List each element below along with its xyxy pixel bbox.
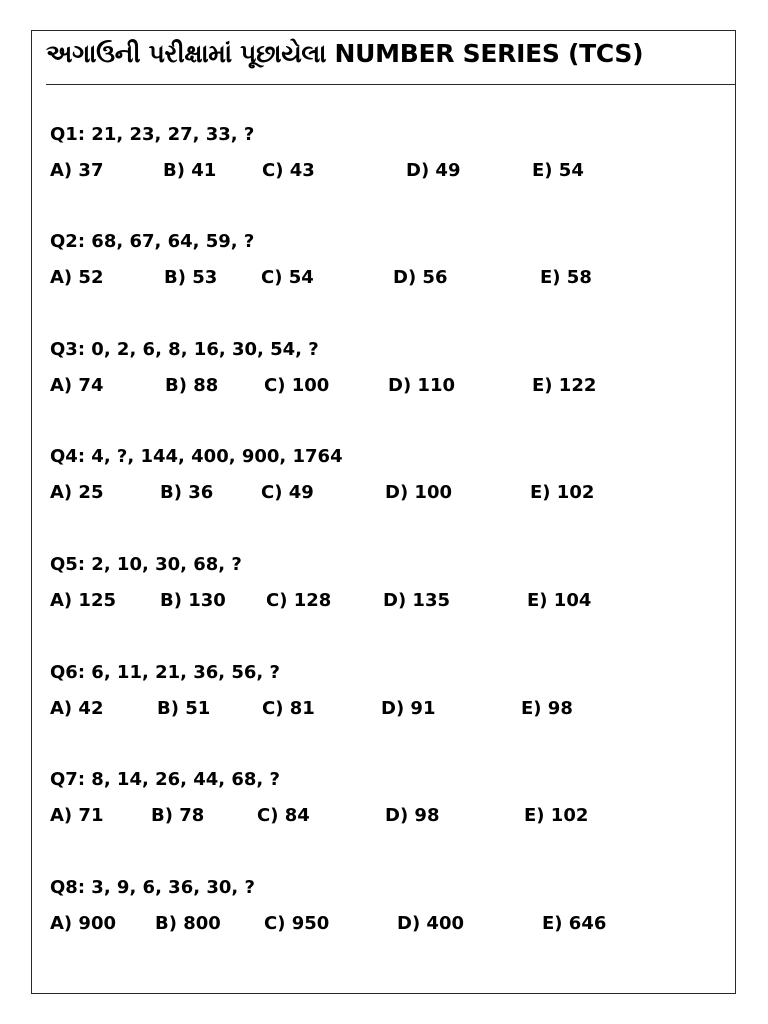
option-c: C) 81 xyxy=(262,698,315,719)
option-d: D) 49 xyxy=(406,160,461,181)
option-a: A) 900 xyxy=(50,913,116,934)
option-e: E) 58 xyxy=(540,267,592,288)
option-b: B) 130 xyxy=(160,590,226,611)
option-a: A) 37 xyxy=(50,160,104,181)
option-a: A) 42 xyxy=(50,698,104,719)
option-b: B) 78 xyxy=(151,805,205,826)
question-text: Q3: 0, 2, 6, 8, 16, 30, 54, ? xyxy=(50,339,319,360)
option-e: E) 102 xyxy=(530,482,595,503)
option-c: C) 84 xyxy=(257,805,310,826)
page-title: અગાઉની પરીક્ષામાં પૂછાયેલા NUMBER SERIES (TCS) xyxy=(46,39,644,68)
option-d: D) 98 xyxy=(385,805,440,826)
option-c: C) 100 xyxy=(264,375,330,396)
page-border xyxy=(31,30,736,994)
option-c: C) 43 xyxy=(262,160,315,181)
option-e: E) 646 xyxy=(542,913,607,934)
option-a: A) 25 xyxy=(50,482,104,503)
option-b: B) 36 xyxy=(160,482,214,503)
option-d: D) 56 xyxy=(393,267,448,288)
question-text: Q2: 68, 67, 64, 59, ? xyxy=(50,231,255,252)
option-d: D) 100 xyxy=(385,482,453,503)
option-c: C) 950 xyxy=(264,913,330,934)
option-d: D) 135 xyxy=(383,590,451,611)
option-b: B) 800 xyxy=(155,913,221,934)
question-text: Q4: 4, ?, 144, 400, 900, 1764 xyxy=(50,446,343,467)
option-c: C) 54 xyxy=(261,267,314,288)
option-b: B) 41 xyxy=(163,160,217,181)
question-text: Q8: 3, 9, 6, 36, 30, ? xyxy=(50,877,255,898)
option-e: E) 104 xyxy=(527,590,592,611)
option-d: D) 110 xyxy=(388,375,456,396)
question-text: Q7: 8, 14, 26, 44, 68, ? xyxy=(50,769,280,790)
option-e: E) 54 xyxy=(532,160,584,181)
option-b: B) 53 xyxy=(164,267,218,288)
option-b: B) 51 xyxy=(157,698,211,719)
option-c: C) 49 xyxy=(261,482,314,503)
option-a: A) 71 xyxy=(50,805,104,826)
question-text: Q6: 6, 11, 21, 36, 56, ? xyxy=(50,662,280,683)
option-b: B) 88 xyxy=(165,375,219,396)
question-text: Q5: 2, 10, 30, 68, ? xyxy=(50,554,242,575)
option-e: E) 102 xyxy=(524,805,589,826)
option-c: C) 128 xyxy=(266,590,332,611)
option-d: D) 400 xyxy=(397,913,465,934)
option-a: A) 74 xyxy=(50,375,104,396)
option-a: A) 52 xyxy=(50,267,104,288)
option-e: E) 122 xyxy=(532,375,597,396)
question-text: Q1: 21, 23, 27, 33, ? xyxy=(50,124,255,145)
option-a: A) 125 xyxy=(50,590,116,611)
option-e: E) 98 xyxy=(521,698,573,719)
option-d: D) 91 xyxy=(381,698,436,719)
title-divider xyxy=(46,84,736,85)
